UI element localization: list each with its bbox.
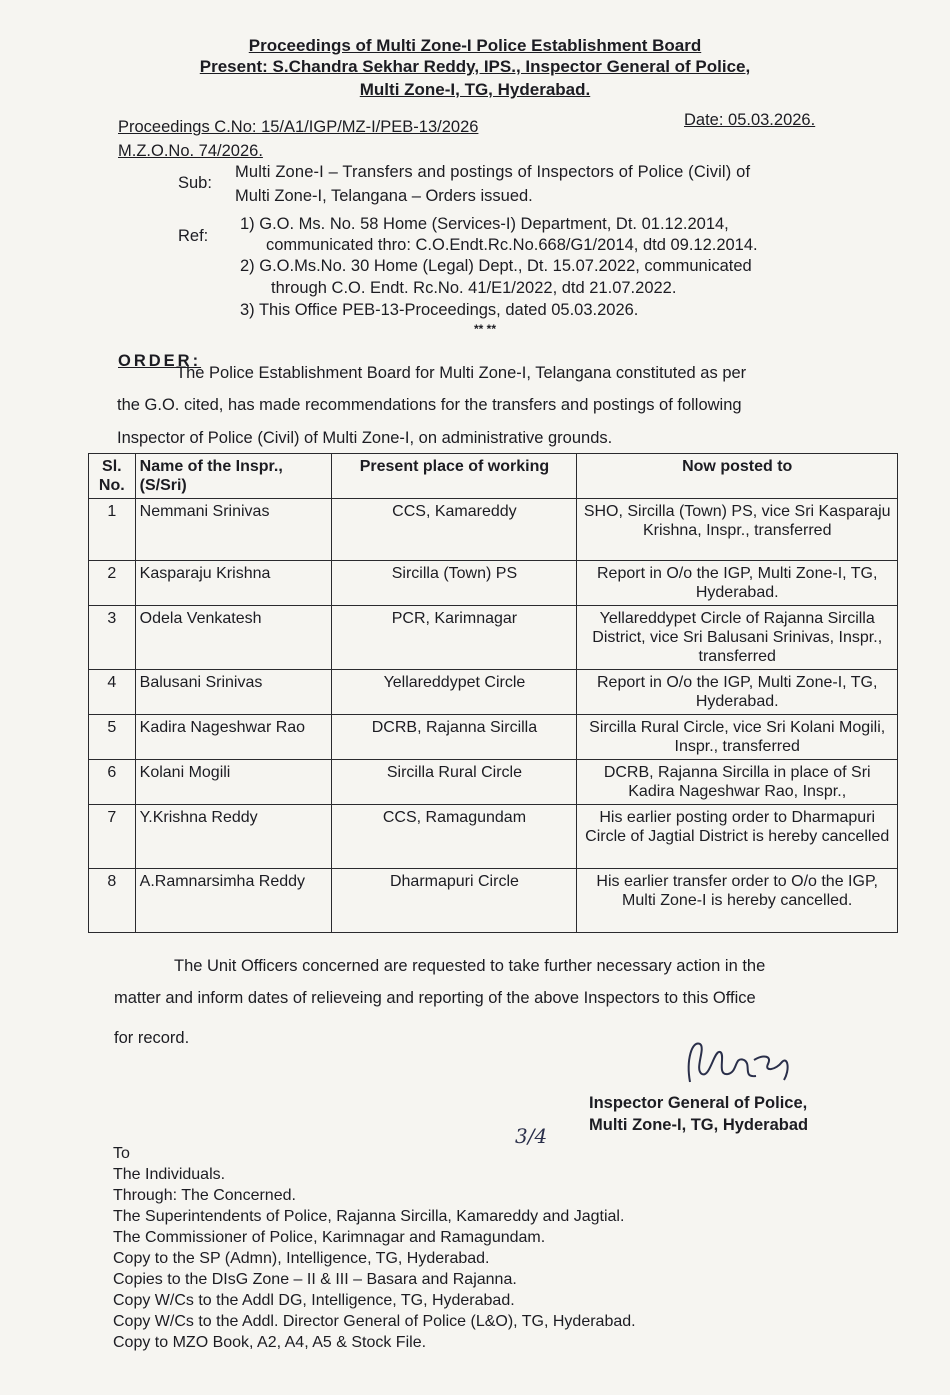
cell-now-posted: Report in O/o the IGP, Multi Zone-I, TG, Hyderabad. [577, 670, 898, 715]
cell-sl: 2 [89, 561, 136, 606]
cell-now-posted: DCRB, Rajanna Sircilla in place of Sri Kadira Nageshwar Rao, Inspr., [577, 760, 898, 805]
cell-sl: 3 [89, 606, 136, 670]
distribution-line: Copies to the DIsG Zone – II & III – Basara and Rajanna. [113, 1271, 517, 1288]
cell-name: Odela Venkatesh [135, 606, 332, 670]
cell-present-place: Sircilla (Town) PS [332, 561, 577, 606]
table-row [89, 499, 898, 561]
signatory-office: Multi Zone-I, TG, Hyderabad [589, 1116, 809, 1134]
cell-present-place: DCRB, Rajanna Sircilla [332, 715, 577, 760]
distribution-line: The Commissioner of Police, Karimnagar and Ramagundam. [113, 1229, 546, 1246]
cell-name: Kolani Mogili [135, 760, 332, 805]
table-header-row [89, 454, 898, 499]
order-heading: ORDER: [118, 352, 202, 370]
cell-name: Kadira Nageshwar Rao [135, 715, 332, 760]
cell-now-posted: Yellareddypet Circle of Rajanna Sircilla District, vice Sri Balusani Srinivas, Inspr., transferred [577, 606, 898, 670]
table-row [89, 715, 898, 760]
header-name: Name of the Inspr., (S/Sri) [135, 454, 332, 499]
closing-line-2: matter and inform dates of relieveing and reporting of the above Inspectors to this Office [114, 989, 756, 1007]
header-present-place: Present place of working [332, 454, 577, 499]
subject-line-2: Multi Zone-I, Telangana – Orders issued. [235, 187, 533, 205]
reference-label: Ref: [178, 227, 209, 245]
header-sl: Sl. No. [89, 454, 136, 499]
transfer-table [88, 453, 898, 933]
reference-3: 3) This Office PEB-13-Proceedings, dated 05.03.2026. [240, 301, 639, 319]
closing-line-1: The Unit Officers concerned are requested to take further necessary action in the [174, 957, 766, 975]
cell-now-posted: His earlier transfer order to O/o the IGP, Multi Zone-I is hereby cancelled. [577, 869, 898, 933]
handwritten-initials: 3/4 [515, 1124, 548, 1148]
table-row [89, 561, 898, 606]
distribution-line: Copy to MZO Book, A2, A4, A5 & Stock File. [113, 1334, 427, 1351]
reference-1b: communicated thro: C.O.Endt.Rc.No.668/G1/2014, dtd 09.12.2014. [266, 236, 758, 254]
distribution-line: Copy W/Cs to the Addl. Director General of Police (L&O), TG, Hyderabad. [113, 1313, 636, 1330]
cell-sl: 6 [89, 760, 136, 805]
reference-1a: 1) G.O. Ms. No. 58 Home (Services-I) Department, Dt. 01.12.2014, [240, 215, 729, 233]
header-line-3: Multi Zone-I, TG, Hyderabad. [359, 80, 591, 99]
cell-sl: 4 [89, 670, 136, 715]
cell-now-posted: His earlier posting order to Dharmapuri Circle of Jagtial District is hereby cancelled [577, 805, 898, 869]
table-row [89, 805, 898, 869]
reference-2b: through C.O. Endt. Rc.No. 41/E1/2022, dtd 21.07.2022. [271, 279, 677, 297]
cell-now-posted: Report in O/o the IGP, Multi Zone-I, TG, Hyderabad. [577, 561, 898, 606]
cell-sl: 8 [89, 869, 136, 933]
cell-name: Nemmani Srinivas [135, 499, 332, 561]
cell-present-place: Yellareddypet Circle [332, 670, 577, 715]
cell-sl: 7 [89, 805, 136, 869]
cell-name: Y.Krishna Reddy [135, 805, 332, 869]
distribution-list [113, 1143, 636, 1353]
distribution-line: Copy to the SP (Admn), Intelligence, TG, Hyderabad. [113, 1250, 490, 1267]
cell-now-posted: Sircilla Rural Circle, vice Sri Kolani Mogili, Inspr., transferred [577, 715, 898, 760]
proceedings-date: Date: 05.03.2026. [684, 111, 816, 129]
mzo-number: M.Z.O.No. 74/2026. [118, 142, 263, 160]
cell-present-place: Sircilla Rural Circle [332, 760, 577, 805]
cell-name: Kasparaju Krishna [135, 561, 332, 606]
table-row [89, 670, 898, 715]
signatory-title: Inspector General of Police, [589, 1094, 808, 1112]
closing-line-3: for record. [114, 1029, 190, 1047]
table-row [89, 606, 898, 670]
reference-2a: 2) G.O.Ms.No. 30 Home (Legal) Dept., Dt. 15.07.2022, communicated [240, 257, 752, 275]
distribution-to: To [113, 1145, 130, 1162]
cell-sl: 5 [89, 715, 136, 760]
cell-name: A.Ramnarsimha Reddy [135, 869, 332, 933]
distribution-line: The Superintendents of Police, Rajanna Sircilla, Kamareddy and Jagtial. [113, 1208, 625, 1225]
distribution-line: Copy W/Cs to the Addl DG, Intelligence, TG, Hyderabad. [113, 1292, 515, 1309]
distribution-line: Through: The Concerned. [113, 1187, 296, 1204]
cell-now-posted: SHO, Sircilla (Town) PS, vice Sri Kasparaju Krishna, Inspr., transferred [577, 499, 898, 561]
header-line-1: Proceedings of Multi Zone-I Police Establishment Board [248, 36, 702, 55]
cell-present-place: PCR, Karimnagar [332, 606, 577, 670]
cell-present-place: CCS, Ramagundam [332, 805, 577, 869]
signature-scribble [672, 1030, 802, 1100]
order-para-line-2: the G.O. cited, has made recommendations for the transfers and postings of following [117, 396, 742, 414]
header-line-2: Present: S.Chandra Sekhar Reddy, IPS., Inspector General of Police, [199, 57, 751, 76]
proceedings-number: Proceedings C.No: 15/A1/IGP/MZ-I/PEB-13/2026 [118, 118, 479, 136]
subject-line-1: Multi Zone-I – Transfers and postings of Inspectors of Police (Civil) of [235, 163, 751, 181]
table-row [89, 760, 898, 805]
reference-stars: ** ** [474, 322, 497, 336]
cell-present-place: CCS, Kamareddy [332, 499, 577, 561]
cell-name: Balusani Srinivas [135, 670, 332, 715]
order-para-line-1: The Police Establishment Board for Multi Zone-I, Telangana constituted as per [176, 364, 747, 382]
order-para-line-3: Inspector of Police (Civil) of Multi Zone-I, on administrative grounds. [117, 429, 613, 447]
header-now-posted: Now posted to [577, 454, 898, 499]
subject-label: Sub: [178, 174, 212, 192]
cell-sl: 1 [89, 499, 136, 561]
distribution-line: The Individuals. [113, 1166, 226, 1183]
table-row [89, 869, 898, 933]
cell-present-place: Dharmapuri Circle [332, 869, 577, 933]
